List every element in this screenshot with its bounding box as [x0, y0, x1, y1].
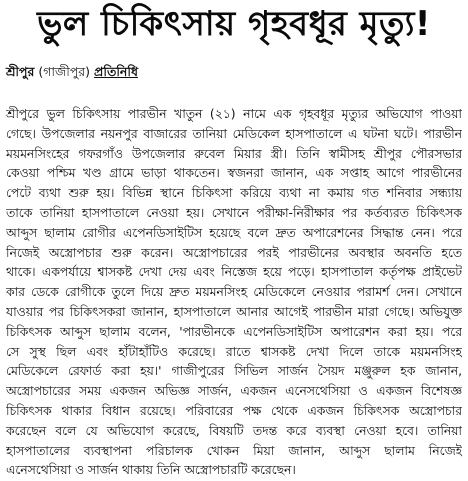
- body-line: এনেসথেসিয়া ও সার্জন থাকায় তিনি অস্ত্রোপচারটি করেছেন।: [6, 463, 296, 478]
- body-line: মেডিকেলে রেফার্ড করা হয়।' গাজীপুরের সিভিল সার্জন সৈয়দ মঞ্জুরুল হক জানান,: [6, 364, 462, 379]
- byline-district: (গাজীপুর): [38, 64, 91, 79]
- byline-place: শ্রীপুর: [6, 64, 35, 79]
- body-line: করেছেন বলে যে অভিযোগ করেছে, বিষয়টি তদন্ত করে ব্যবস্থা নেওয়া হবে। তানিয়া: [6, 423, 462, 438]
- body-line: হাসপাতালের ব্যবস্থাপনা পরিচালক খোকন মিয়া জানান, আব্দুস ছালাম নিজেই: [6, 443, 462, 458]
- body-line: নিজেই অস্ত্রোপচার শুরু করেন। অস্ত্রোপচারের পরই পারভীনের অবস্থার অবনতি হতে: [6, 245, 462, 260]
- body-line: শ্রীপুরে ভুল চিকিৎসায় পারভীন খাতুন (২১) নামে এক গৃহবধূর মৃত্যুর অভিযোগ পাওয়া: [6, 107, 462, 121]
- byline: [6, 63, 462, 81]
- headline: ভুল চিকিৎসায় গৃহবধূর মৃত্যু!: [37, 4, 431, 44]
- body-line: চিকিৎসক আব্দুস ছালাম বলেন, 'পারভীনকে এপেনডিসাইটিস অপারেশন করা হয়। পরে: [6, 324, 462, 339]
- body-line: সে সুস্থ ছিল এবং হাঁটাহাঁটিও করেছে। রাতে শ্বাসকষ্ট দেখা দিলে তাকে ময়মনসিংহ: [6, 344, 462, 359]
- body-line: যাওয়ার পর চিকিৎসকরা জানান, হাসপাতালে আনার আগেই পারভীন মারা গেছে। অভিযুক্ত: [6, 304, 462, 319]
- body-line: কেওয়া পশ্চিম খণ্ড গ্রামে ভাড়া থাকতেন। স্বজনরা জানান, এক সপ্তাহ আগে পারভীনের: [6, 166, 462, 181]
- body-line: চিকিৎসক থাকার বিধান রয়েছে। পরিবারের পক্ষ থেকে একজন চিকিৎসক অস্ত্রোপচার: [6, 403, 462, 418]
- body-line: কার ডেকে রোগীকে তুলে দিয়ে দ্রুত ময়মনসিংহ মেডিকেলে নেওয়ার পরামর্শ দেন। সেখানে: [6, 285, 462, 300]
- body-line: থাকে। একপর্যায়ে শ্বাসকষ্ট দেখা দেয় এবং নিস্তেজ হয়ে পড়ে। হাসপাতাল কর্তৃপক্ষ প্রাইভেট: [6, 265, 462, 280]
- body-line: পেটে ব্যথা শুরু হয়। বিভিন্ন স্থানে চিকিৎসা করিয়ে ব্যথা না কমায় গত শনিবার সন্ধ্যায়: [6, 186, 462, 201]
- body-line: অস্ত্রোপচারের সময় একজন অভিজ্ঞ সার্জন, একজন এনেসথেসিয়া ও একজন বিশেষজ্ঞ: [6, 384, 462, 399]
- body-line: গেছে। উপজেলার নয়নপুর বাজারের তানিয়া মেডিকেল হাসপাতালে এ ঘটনা ঘটে। পারভীন: [6, 126, 462, 141]
- byline-role: প্রতিনিধি: [94, 64, 138, 79]
- body-line: তাকে তানিয়া হাসপাতালে নেওয়া হয়। সেখানে পরীক্ষা-নিরীক্ষার পর কর্তব্যরত চিকিৎসক: [6, 205, 462, 220]
- body-line: ময়মনসিংহের গফরগাঁও উপজেলার রুবেল মিয়ার স্ত্রী। তিনি স্বামীসহ শ্রীপুর পৌরসভার: [6, 146, 462, 161]
- article-body: [6, 105, 462, 481]
- body-line: আব্দুস ছালাম রোগীর এপেনডিসাইটিস হয়েছে বলে দ্রুত অপারেশনের সিদ্ধান্ত নেন। পরে: [6, 225, 462, 240]
